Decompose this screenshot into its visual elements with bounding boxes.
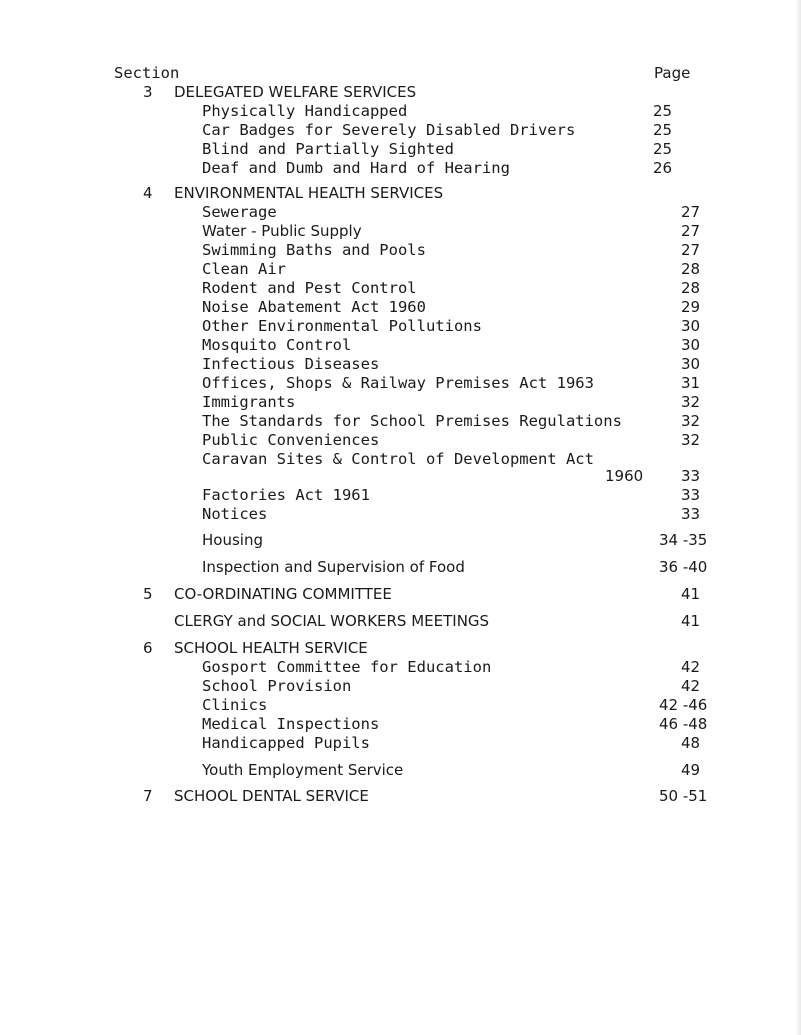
section-title: SCHOOL DENTAL SERVICE xyxy=(174,787,369,805)
entry-label: Caravan Sites & Control of Development Act xyxy=(202,450,594,468)
entry-page: 48 xyxy=(681,734,701,752)
entry-page: 50 -51 xyxy=(659,787,708,805)
page-edge-shadow xyxy=(795,0,801,1035)
section-number: 5 xyxy=(143,585,153,603)
entry-label: Gosport Committee for Education xyxy=(202,658,492,676)
entry-page: 33 xyxy=(681,467,701,485)
entry-label: Other Environmental Pollutions xyxy=(202,317,482,335)
entry-page: 42 xyxy=(681,677,701,695)
section-title: CLERGY and SOCIAL WORKERS MEETINGS xyxy=(174,612,490,630)
entry-label: Housing xyxy=(202,531,263,549)
entry-page: 29 xyxy=(681,298,701,316)
entry-label: Car Badges for Severely Disabled Drivers xyxy=(202,121,576,139)
entry-label: Factories Act 1961 xyxy=(202,486,370,504)
entry-label: Swimming Baths and Pools xyxy=(202,241,426,259)
entry-label: Clean Air xyxy=(202,260,286,278)
entry-label: Mosquito Control xyxy=(202,336,352,354)
section-number: 6 xyxy=(143,639,153,657)
entry-label: Youth Employment Service xyxy=(202,761,404,779)
entry-page: 28 xyxy=(681,279,701,297)
entry-page: 32 xyxy=(681,431,701,449)
entry-label: Physically Handicapped xyxy=(202,102,408,120)
entry-label: Blind and Partially Sighted xyxy=(202,140,454,158)
entry-page: 32 xyxy=(681,412,701,430)
section-title: CO-ORDINATING COMMITTEE xyxy=(174,585,392,603)
entry-label: Inspection and Supervision of Food xyxy=(202,558,465,576)
entry-page: 30 xyxy=(681,317,701,335)
section-column-header: Section xyxy=(114,64,180,82)
entry-page: 34 -35 xyxy=(659,531,708,549)
entry-label: Deaf and Dumb and Hard of Hearing xyxy=(202,159,510,177)
entry-label: Handicapped Pupils xyxy=(202,734,370,752)
entry-label: School Provision xyxy=(202,677,352,695)
entry-page: 32 xyxy=(681,393,701,411)
section-number: 3 xyxy=(143,83,153,101)
entry-page: 33 xyxy=(681,505,701,523)
entry-page: 36 -40 xyxy=(659,558,708,576)
entry-page: 46 -48 xyxy=(659,715,708,733)
entry-page: 41 xyxy=(681,585,701,603)
entry-page: 31 xyxy=(681,374,701,392)
entry-label: Notices xyxy=(202,505,268,523)
page-column-header: Page xyxy=(654,64,691,82)
section-title: ENVIRONMENTAL HEALTH SERVICES xyxy=(174,184,444,202)
entry-label: Clinics xyxy=(202,696,268,714)
entry-label: Medical Inspections xyxy=(202,715,380,733)
entry-page: 28 xyxy=(681,260,701,278)
entry-page: 42 xyxy=(681,658,701,676)
entry-page: 49 xyxy=(681,761,701,779)
entry-label: Public Conveniences xyxy=(202,431,380,449)
section-number: 7 xyxy=(143,787,153,805)
entry-page: 33 xyxy=(681,486,701,504)
entry-label: Noise Abatement Act 1960 xyxy=(202,298,426,316)
entry-page: 27 xyxy=(681,203,701,221)
entry-label: Water - Public Supply xyxy=(202,222,362,240)
entry-label: Sewerage xyxy=(202,203,277,221)
entry-page: 25 xyxy=(653,102,673,120)
entry-label: Infectious Diseases xyxy=(202,355,380,373)
entry-page: 25 xyxy=(653,121,673,139)
entry-label: The Standards for School Premises Regulations xyxy=(202,412,622,430)
entry-label: Immigrants xyxy=(202,393,296,411)
entry-label: Offices, Shops & Railway Premises Act 1963 xyxy=(202,374,594,392)
entry-page: 27 xyxy=(681,222,701,240)
entry-page: 42 -46 xyxy=(659,696,708,714)
section-title: DELEGATED WELFARE SERVICES xyxy=(174,83,417,101)
entry-page: 25 xyxy=(653,140,673,158)
entry-page: 30 xyxy=(681,355,701,373)
entry-label-continuation: 1960 xyxy=(605,467,644,485)
entry-label: Rodent and Pest Control xyxy=(202,279,417,297)
entry-page: 30 xyxy=(681,336,701,354)
section-number: 4 xyxy=(143,184,153,202)
entry-page: 27 xyxy=(681,241,701,259)
section-title: SCHOOL HEALTH SERVICE xyxy=(174,639,368,657)
entry-page: 26 xyxy=(653,159,673,177)
entry-page: 41 xyxy=(681,612,701,630)
